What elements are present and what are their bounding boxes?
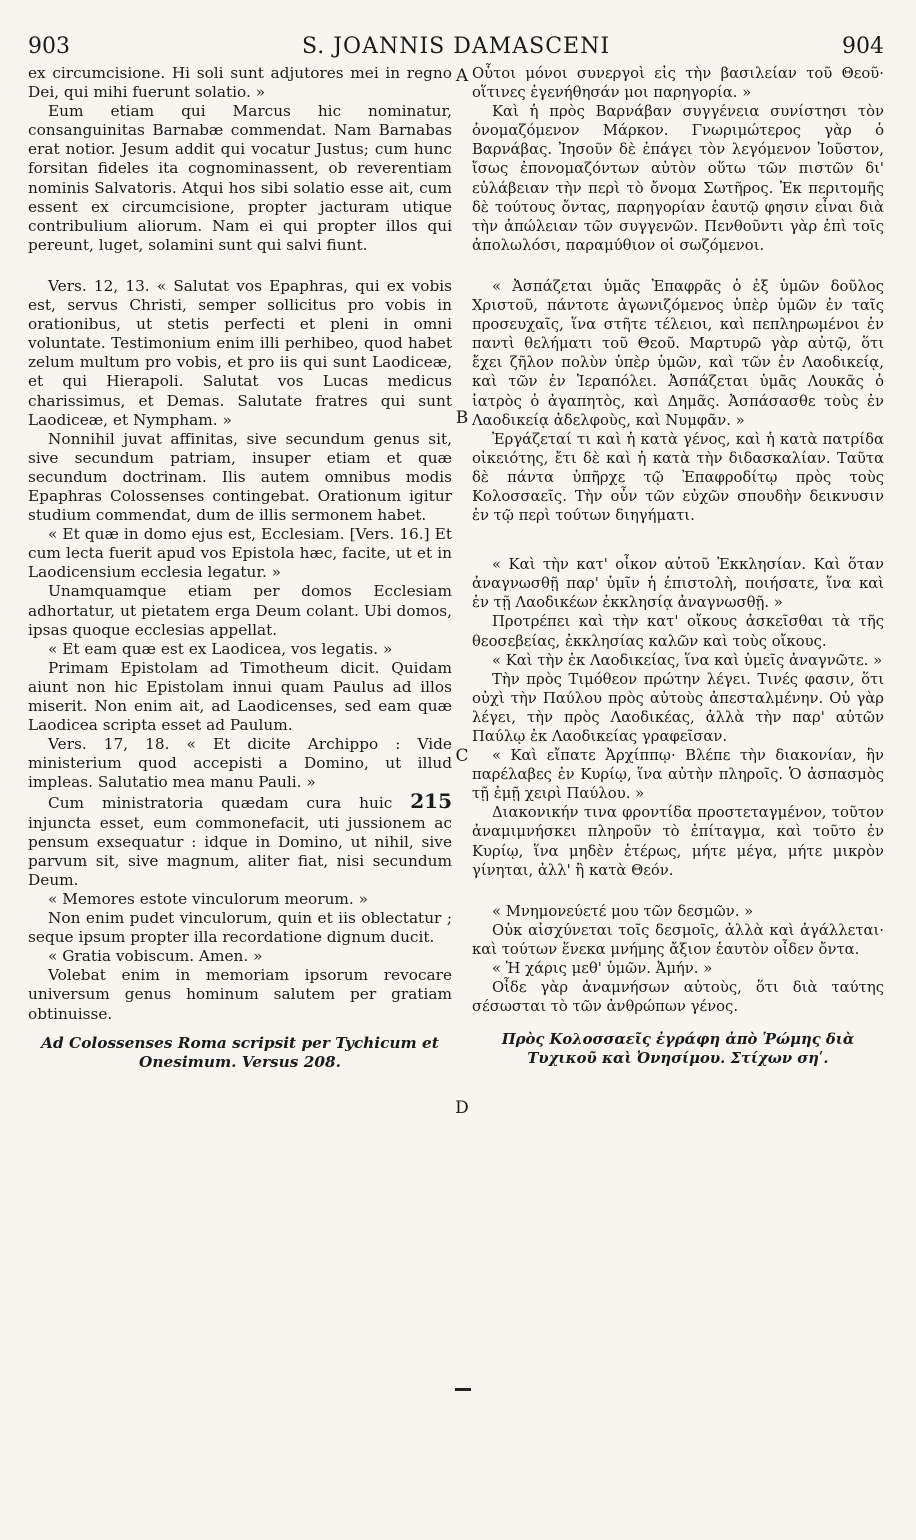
greek-subscript: Πρὸς Κολοσσαεῖς ἐγράφη ἀπὸ Ῥώμης διὰ Τυχικοῦ καὶ Ὀνησίμου. Στίχων σηʹ. [501, 1031, 855, 1068]
latin-paragraph: ex circumcisione. Hi soli sunt adjutores mei in regno Dei, qui mihi fuerunt solatio. » [28, 64, 452, 102]
greek-verse-paragraph: « Ἀσπάζεται ὑμᾶς Ἐπαφρᾶς ὁ ἐξ ὑμῶν δοῦλος Χριστοῦ, πάντοτε ἀγωνιζόμενος ὑπὲρ ὑμῶν ἐν ταῖς προσευχαῖς, ἵνα στῆτε τέλειοι, καὶ πεπληρωμένοι ἐν παντὶ θελήματι τοῦ Θεοῦ. Μαρτυρῶ γὰρ αὐτῷ, ὅτι ἔχει ζῆλον πολὺν ὑπὲρ ὑμῶν, καὶ τῶν ἐν Λαοδικείᾳ, καὶ τῶν ἐν Ἱεραπόλει. Ἀσπάζεται ὑμᾶς Λουκᾶς ὁ ἰατρὸς ὁ ἀγαπητὸς, καὶ Δημᾶς. Ἀσπάσασθε τοὺς ἐν Λαοδικείᾳ ἀδελφοὺς, καὶ Νυμφᾶν. » [472, 277, 884, 429]
latin-paragraph: Volebat enim in memoriam ipsorum revocare universum genus hominum salutem per gratiam obtinuisse. [28, 966, 452, 1023]
latin-verse-paragraph: « Gratia vobiscum. Amen. » [48, 947, 263, 966]
greek-paragraph: Διακονικήν τινα φροντίδα προστεταγμένον, τοῦτον ἀναμιμνήσκει πληροῦν τὸ ἐπίταγμα, καὶ τοῦτο ἐν Κυρίῳ, ἵνα μηδὲν ἑτέρως, μήτε μέγα, μήτε μικρὸν γίνηται, ἀλλ' ἢ κατὰ Θεόν. [472, 804, 884, 879]
section-marker-b: B [455, 408, 469, 428]
latin-verse-paragraph: Vers. 17, 18. « Et dicite Archippo : Vide ministerium quod accepisti a Domino, ut illud impleas. Salutatio mea manu Pauli. » [28, 735, 452, 792]
greek-verse-paragraph: « Καὶ τὴν ἐκ Λαοδικείας, ἵνα καὶ ὑμεῖς ἀναγνῶτε. » [492, 651, 883, 669]
page-number-right: 904 [842, 34, 884, 59]
latin-paragraph: Eum etiam qui Marcus hic nominatur, consanguinitas Barnabæ commendat. Nam Barnabas erat notior. Jesum addit qui vocatur Justus; cum hunc forsitan fideles ita cognominassent, ob reverentiam nominis Salvatoris. Atqui hos sibi solatio esse ait, cum essent ex circumcisione, propter jacturam utique contribulium aliorum. Nam ei qui propter illos qui pereunt, luget, solamini sunt qui salvi fiunt. [28, 102, 452, 254]
latin-verse-paragraph: Vers. 12, 13. « Salutat vos Epaphras, qui ex vobis est, servus Christi, semper sollicitus pro vobis in orationibus, ut stetis perfecti et pleni in omni voluntate. Testimonium enim illi perhibeo, quod habet zelum multum pro vobis, et pro iis qui sunt Laodiceæ, et qui Hierapoli. Salutat vos Lucas medicus charissimus, et Demas. Salutate fratres qui sunt Laodiceæ, et Nympham. » [28, 276, 452, 429]
greek-paragraph: Τὴν πρὸς Τιμόθεον πρώτην λέγει. Τινές φασιν, ὅτι οὐχὶ τὴν Παύλου πρὸς αὐτοὺς ἀπεσταλμένην. Οὐ γὰρ λέγει, τὴν πρὸς Λαοδικέας, ἀλλὰ τὴν παρ' αὐτῶν Παύλῳ ἐκ Λαοδικείας γραφεῖσαν. [472, 670, 884, 745]
latin-verse-paragraph: « Et eam quæ est ex Laodicea, vos legatis. » [48, 639, 393, 658]
greek-paragraph: Προτρέπει καὶ τὴν κατ' οἴκους ἀσκεῖσθαι τὰ τῆς θεοσεβείας, ἐκκλησίας καλῶν καὶ τοὺς οἴκους. [472, 613, 884, 650]
latin-paragraph [28, 789, 452, 889]
latin-subscript: Ad Colossenses Roma scripsit per Tychicum et Onesimum. Versus 208. [41, 1033, 439, 1071]
end-ornament [455, 1388, 471, 1391]
latin-verse-paragraph: « Memores estote vinculorum meorum. » [48, 889, 369, 908]
section-marker-a: A [455, 66, 469, 86]
greek-column [472, 64, 884, 1069]
greek-verse-paragraph: « Καὶ τὴν κατ' οἶκον αὐτοῦ Ἐκκλησίαν. Καὶ ὅταν ἀναγνωσθῇ παρ' ὑμῖν ἡ ἐπιστολὴ, ποιήσατε, ἵνα καὶ ἐν τῇ Λαοδικέων ἐκκλησίᾳ ἀναγνωσθῇ. » [472, 556, 884, 612]
latin-paragraph: Nonnihil juvat affinitas, sive secundum genus sit, sive secundum patriam, insuper etiam et quæ secundum doctrinam. Ilis autem omnibus modis Epaphras Colossenses contingebat. Orationum igitur studium commendat, dum de illis sermonem habet. [28, 429, 452, 525]
column-number-marker: 215 [410, 789, 452, 814]
latin-verse-paragraph: « Et quæ in domo ejus est, Ecclesiam. [Vers. 16.] Et cum lecta fuerit apud vos Epistola hæc, facite, ut et in Laodicensium ecclesia legatur. » [28, 525, 452, 582]
latin-paragraph: Unamquamque etiam per domos Ecclesiam adhortatur, ut pietatem erga Deum colant. Ubi domos, ipsas quoque ecclesias appellat. [28, 582, 452, 639]
greek-paragraph: Οὐκ αἰσχύνεται τοῖς δεσμοῖς, ἀλλὰ καὶ ἀγάλλεται· καὶ τούτων ἕνεκα μνήμης ἄξιον ἑαυτὸν οἶδεν ὄντα. [472, 921, 884, 958]
page-number-left: 903 [28, 34, 70, 59]
greek-paragraph: Καὶ ἡ πρὸς Βαρνάβαν συγγένεια συνίστησι τὸν ὀνομαζόμενον Μάρκον. Γνωριμώτερος γὰρ ὁ Βαρνάβας. Ἰησοῦν δὲ ἐπάγει τὸν λεγόμενον Ἰοῦστον, ἴσως ἐπονομαζόντων αὐτὸν οὕτω τῶν πιστῶν δι' εὐλάβειαν τὴν περὶ τὸ ὄνομα Σωτῆρος. Ἐκ περιτομῆς δὲ τούτους ὄντας, παρηγορίαν ἑαυτῷ φησιν εἶναι διὰ τὴν ἀπώλειαν τῶν συγγενῶν. Πενθοῦντι γὰρ ἐπὶ τοῖς ἀπολωλόσι, παραμύθιον οἱ σωζόμενοι. [472, 103, 884, 254]
greek-verse-paragraph: « Καὶ εἴπατε Ἀρχίππῳ· Βλέπε τὴν διακονίαν, ἣν παρέλαβες ἐν Κυρίῳ, ἵνα αὐτὴν πληροῖς. Ὁ ἀσπασμὸς τῇ ἐμῇ χειρὶ Παύλου. » [472, 747, 884, 803]
latin-text: injuncta esset, eum commonefacit, uti jussionem ac pensum exsequatur : idque in Domino, ut nihil, sive parvum sit, sive magnum, aliter fiat, nisi secundum Deum. [28, 813, 452, 889]
greek-paragraph: Ἐργάζεταί τι καὶ ἡ κατὰ γένος, καὶ ἡ κατὰ πατρίδα οἰκειότης, ἔτι δὲ καὶ ἡ κατὰ τὴν διδασκαλίαν. Ταῦτα δὲ πάντα ὑπῆρχε τῷ Ἐπαφροδίτῳ πρὸς τοὺς Κολοσσαεῖς. Τὴν οὖν τῶν εὐχῶν σπουδὴν δεικνυσιν ἐν τῷ περὶ τούτων διηγήματι. [472, 430, 884, 525]
section-marker-c: C [455, 746, 469, 766]
latin-text: Cum ministratoria quædam cura huic [48, 794, 393, 813]
greek-paragraph: Οἶδε γὰρ ἀναμνήσων αὐτοὺς, ὅτι διὰ ταύτης σέσωσται τὸ τῶν ἀνθρώπων γένος. [472, 979, 884, 1016]
running-header [28, 32, 884, 62]
greek-paragraph: Οὗτοι μόνοι συνεργοὶ εἰς τὴν βασιλείαν τοῦ Θεοῦ· οἵτινες ἐγενήθησάν μοι παρηγορία. » [472, 65, 884, 102]
latin-column [28, 64, 452, 1072]
greek-verse-paragraph: « Μνημονεύετέ μου τῶν δεσμῶν. » [492, 902, 754, 920]
latin-paragraph: Non enim pudet vinculorum, quin et iis oblectatur ; seque ipsum propter illa recordatione dignum ducit. [28, 909, 452, 947]
running-title: S. JOANNIS DAMASCENI [301, 34, 611, 59]
greek-verse-paragraph: « Ἡ χάρις μεθ' ὑμῶν. Ἀμήν. » [492, 960, 713, 978]
section-marker-d: D [455, 1098, 469, 1118]
latin-paragraph: Primam Epistolam ad Timotheum dicit. Quidam aiunt non hic Epistolam innui quam Paulus ad illos miserit. Non enim ait, ad Laodicenses, sed eam quæ Laodicea scripta esset ad Paulum. [28, 658, 452, 735]
